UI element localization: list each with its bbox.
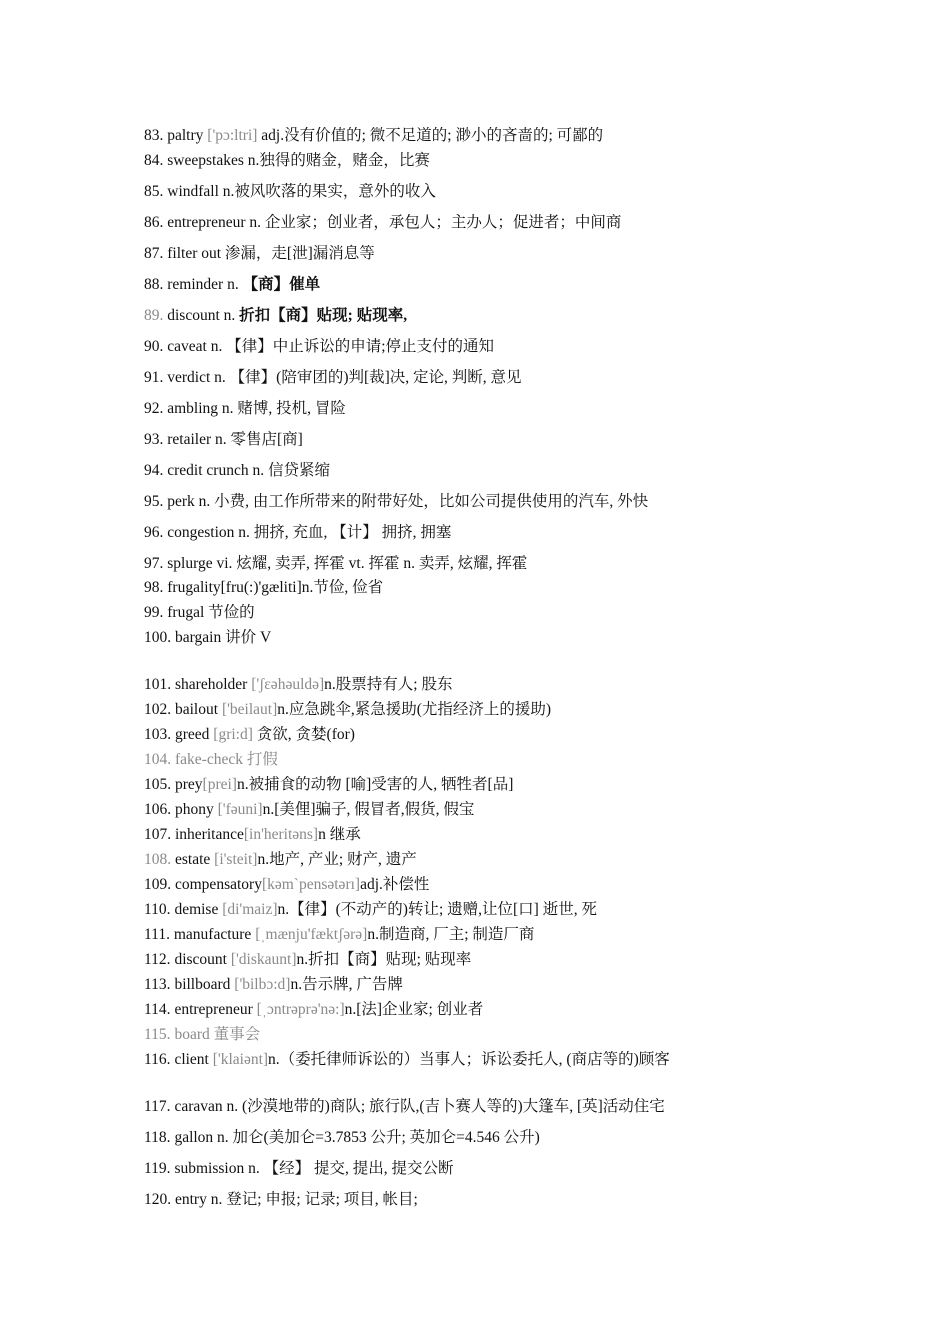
vocab-entry <box>144 1025 904 1045</box>
entry-phonetic: [di'maiz] <box>222 901 278 918</box>
entry-phonetic: ['beilaut] <box>221 701 278 718</box>
entry-number: 116. <box>144 1051 171 1068</box>
vocab-entry <box>144 850 904 870</box>
entry-phonetic: [prei] <box>202 776 237 793</box>
entry-text: perk n. 小费, 由工作所带来的附带好处，比如公司提供使用的汽车, 外快 <box>167 493 649 510</box>
entry-text: discount n. <box>167 307 240 324</box>
entry-number: 118. <box>144 1129 171 1146</box>
vocab-entry <box>144 1159 904 1179</box>
entry-phonetic: ['bilbɔ:d] <box>234 976 291 993</box>
entry-number: 110. <box>144 901 171 918</box>
entry-number: 100. <box>144 629 172 646</box>
entry-number: 85. <box>144 183 164 200</box>
entry-number: 109. <box>144 876 172 893</box>
entry-text: submission n. 【经】 提交, 提出, 提交公断 <box>174 1160 454 1177</box>
entry-text: credit crunch n. 信贷紧缩 <box>167 462 330 479</box>
entry-text: n 继承 <box>318 826 361 843</box>
entry-text: bailout <box>175 701 222 718</box>
entry-text: n.被捕食的动物 [喻]受害的人, 牺牲者[品] <box>236 776 514 793</box>
vocab-entry <box>144 1097 904 1117</box>
entry-phonetic: [in'heritəns] <box>243 826 319 843</box>
entry-number: 92. <box>144 400 164 417</box>
entry-text: entrepreneur <box>174 1001 257 1018</box>
vocab-entry <box>144 151 904 171</box>
vocab-entry <box>144 1128 904 1148</box>
entry-phonetic: ['klaiənt] <box>212 1051 269 1068</box>
entry-number: 98. <box>144 579 164 596</box>
entry-number: 102. <box>144 701 172 718</box>
entry-text: windfall n.被风吹落的果实，意外的收入 <box>167 183 436 200</box>
entry-phonetic: [ˌmænju'fæktʃərə] <box>255 926 368 943</box>
entry-number: 90. <box>144 338 164 355</box>
entry-number: 105. <box>144 776 172 793</box>
entry-number: 119. <box>144 1160 171 1177</box>
entry-text: n.[法]企业家; 创业者 <box>344 1001 484 1018</box>
entry-number: 83. <box>144 127 164 144</box>
entry-text: billboard <box>174 976 235 993</box>
entry-text: n.应急跳伞,紧急援助(尤指经济上的援助) <box>277 701 552 718</box>
vocab-entry <box>144 430 904 450</box>
vocab-entry <box>144 1190 904 1210</box>
vocab-entry <box>144 306 904 326</box>
vocab-entry <box>144 750 904 770</box>
vocab-entry <box>144 1050 904 1070</box>
entry-number: 87. <box>144 245 164 262</box>
entry-phonetic: [ˌɔntrəprə'nə:] <box>256 1001 345 1018</box>
entry-phonetic: ['fəuni] <box>217 801 263 818</box>
vocab-entry <box>144 825 904 845</box>
vocab-entry <box>144 399 904 419</box>
entry-number: 115. <box>144 1026 171 1043</box>
entry-number: 108. <box>144 851 172 868</box>
entry-text: n.地产, 产业; 财产, 遗产 <box>257 851 417 868</box>
entry-text: filter out 渗漏，走[泄]漏消息等 <box>167 245 375 262</box>
vocab-entry <box>144 800 904 820</box>
vocab-entry <box>144 554 904 574</box>
entry-phonetic: [kəm`pensətərı] <box>261 876 361 893</box>
entry-text: verdict n. 【律】(陪审团的)判[裁]决, 定论, 判断, 意见 <box>167 369 522 386</box>
entry-number: 120. <box>144 1191 172 1208</box>
entry-number: 95. <box>144 493 164 510</box>
entry-text: n.[美俚]骗子, 假冒者,假货, 假宝 <box>262 801 475 818</box>
entry-text: frugality[fru(:)'gæliti]n.节俭, 俭省 <box>167 579 384 596</box>
entry-number: 117. <box>144 1098 171 1115</box>
entry-text: sweepstakes n.独得的赌金，赌金，比赛 <box>167 152 430 169</box>
entry-number: 111. <box>144 926 170 943</box>
entry-text: n.股票持有人; 股东 <box>324 676 453 693</box>
entry-text: bargain 讲价 V <box>175 629 272 646</box>
entry-phonetic: [gri:d] <box>213 726 253 743</box>
entry-text: greed <box>175 726 214 743</box>
vocab-entry <box>144 337 904 357</box>
vocab-entry <box>144 875 904 895</box>
entry-number: 89. <box>144 307 164 324</box>
entry-text: n.折扣【商】贴现; 贴现率 <box>296 951 472 968</box>
entry-number: 112. <box>144 951 171 968</box>
entry-text: 折扣【商】贴现; 贴现率, <box>239 307 408 324</box>
entry-text: prey <box>175 776 203 793</box>
entry-text: fake-check 打假 <box>175 751 278 768</box>
entry-text: caravan n. (沙漠地带的)商队; 旅行队,(吉卜赛人等的)大篷车, [英]活动住宅 <box>174 1098 665 1115</box>
entry-number: 96. <box>144 524 164 541</box>
entry-text: n.告示牌, 广告牌 <box>290 976 403 993</box>
vocab-entry <box>144 950 904 970</box>
entry-number: 94. <box>144 462 164 479</box>
vocab-entry <box>144 725 904 745</box>
vocab-entry <box>144 461 904 481</box>
entry-phonetic: [i'steit] <box>214 851 258 868</box>
entry-text: n.制造商, 厂主; 制造厂商 <box>367 926 535 943</box>
entry-number: 104. <box>144 751 172 768</box>
entry-phonetic: ['pɔ:ltri] <box>207 127 258 144</box>
entry-text: n.（委托律师诉讼的）当事人；诉讼委托人, (商店等的)顾客 <box>268 1051 670 1068</box>
entry-number: 114. <box>144 1001 171 1018</box>
entry-phonetic: ['ʃɛəhəuldə] <box>251 676 325 693</box>
entry-number: 103. <box>144 726 172 743</box>
entry-number: 99. <box>144 604 164 621</box>
vocab-entry <box>144 244 904 264</box>
vocab-entry <box>144 975 904 995</box>
vocab-entry <box>144 675 904 695</box>
entry-text: estate <box>175 851 215 868</box>
entry-text: entrepreneur n. 企业家；创业者，承包人；主办人；促进者；中间商 <box>167 214 622 231</box>
entry-text: congestion n. 拥挤, 充血, 【计】 拥挤, 拥塞 <box>167 524 452 541</box>
vocab-entry <box>144 925 904 945</box>
vocab-entry <box>144 603 904 623</box>
vocab-entry <box>144 1000 904 1020</box>
entry-number: 93. <box>144 431 164 448</box>
vocab-entry <box>144 126 904 146</box>
entry-text: adj.补偿性 <box>360 876 430 893</box>
entry-text: board 董事会 <box>174 1026 261 1043</box>
vocab-entry <box>144 900 904 920</box>
vocab-entry <box>144 523 904 543</box>
entry-text: paltry <box>167 127 208 144</box>
entry-text: discount <box>174 951 231 968</box>
entry-number: 106. <box>144 801 172 818</box>
entry-number: 107. <box>144 826 172 843</box>
vocab-entry <box>144 775 904 795</box>
vocab-entry <box>144 628 904 648</box>
entry-number: 101. <box>144 676 172 693</box>
vocab-entry <box>144 492 904 512</box>
entry-text: splurge vi. 炫耀, 卖弄, 挥霍 vt. 挥霍 n. 卖弄, 炫耀, 挥霍 <box>167 555 528 572</box>
entry-text: entry n. 登记; 申报; 记录; 项目, 帐目; <box>175 1191 418 1208</box>
entry-text: retailer n. 零售店[商] <box>167 431 303 448</box>
entry-text: adj.没有价值的; 微不足道的; 渺小的吝啬的; 可鄙的 <box>257 127 604 144</box>
entry-text: demise <box>174 901 223 918</box>
entry-number: 88. <box>144 276 164 293</box>
entry-text: gallon n. 加仑(美加仑=3.7853 公升; 英加仑=4.546 公升) <box>174 1129 540 1146</box>
vocab-entry <box>144 182 904 202</box>
entry-text: phony <box>175 801 218 818</box>
entry-number: 91. <box>144 369 164 386</box>
entry-text: ambling n. 赌博, 投机, 冒险 <box>167 400 346 417</box>
entry-text: caveat n. 【律】中止诉讼的申请;停止支付的通知 <box>167 338 495 355</box>
entry-text: 贪欲, 贪婪(for) <box>252 726 355 743</box>
entry-number: 97. <box>144 555 164 572</box>
vocab-entry <box>144 213 904 233</box>
entry-number: 113. <box>144 976 171 993</box>
vocab-entry <box>144 368 904 388</box>
entry-text: manufacture <box>173 926 256 943</box>
entry-text: n.【律】(不动产的)转让; 遗赠,让位[口] 逝世, 死 <box>277 901 597 918</box>
vocab-entry <box>144 700 904 720</box>
entry-text: inheritance <box>175 826 244 843</box>
entry-number: 84. <box>144 152 164 169</box>
entry-phonetic: ['diskaunt] <box>230 951 297 968</box>
entry-text: shareholder <box>175 676 252 693</box>
vocab-entry <box>144 275 904 295</box>
entry-number: 86. <box>144 214 164 231</box>
vocab-entry <box>144 578 904 598</box>
entry-text: client <box>174 1051 213 1068</box>
entry-text: frugal 节俭的 <box>167 604 255 621</box>
entry-text: 【商】催单 <box>242 276 321 293</box>
entry-text: reminder n. <box>167 276 243 293</box>
entry-text: compensatory <box>175 876 262 893</box>
